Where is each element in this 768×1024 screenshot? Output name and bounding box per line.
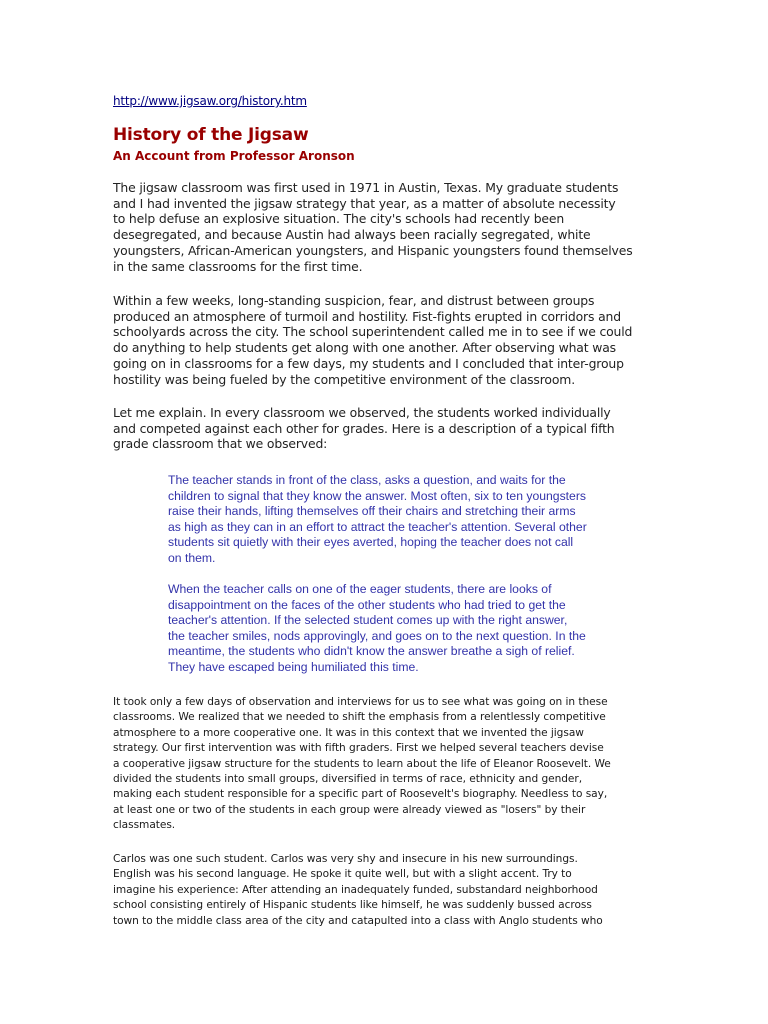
text-line: strategy. Our first intervention was with fifth graders. First we helped several teachers devise bbox=[113, 742, 604, 755]
text-line: making each student responsible for a specific part of Roosevelt's biography. Needless to say, bbox=[113, 788, 608, 801]
quote-line: meantime, the students who didn't know the answer breathe a sigh of relief. bbox=[168, 644, 575, 659]
quote-line: disappointment on the faces of the other students who had tried to get the bbox=[168, 597, 566, 612]
text-line: classmates. bbox=[113, 819, 176, 832]
text-line: Carlos was one such student. Carlos was very shy and insecure in his new surroundings. bbox=[113, 853, 578, 865]
text-line: and competed against each other for grades. Here is a description of a typical fifth bbox=[113, 420, 615, 436]
page-subtitle: An Account from Professor Aronson bbox=[113, 149, 355, 163]
quote-line: teacher's attention. If the selected student comes up with the right answer, bbox=[168, 613, 568, 628]
text-line: in the same classrooms for the first time. bbox=[113, 258, 363, 274]
text-line: town to the middle class area of the city and catapulted into a class with Anglo students who bbox=[113, 914, 603, 927]
quote-line: When the teacher calls on one of the eager students, there are looks of bbox=[168, 582, 552, 596]
text-line: grade classroom that we observed: bbox=[113, 436, 328, 452]
text-line: classrooms. We realized that we needed to shift the emphasis from a relentlessly competitive bbox=[113, 711, 606, 724]
text-line: divided the students into small groups, diversified in terms of race, ethnicity and gender, bbox=[113, 773, 583, 786]
turmoil-paragraph bbox=[113, 293, 673, 387]
quote-line: They have escaped being humiliated this time. bbox=[168, 659, 419, 674]
text-line: hostility was being fueled by the competitive environment of the classroom. bbox=[113, 371, 575, 387]
text-line: produced an atmosphere of turmoil and hostility. Fist-fights erupted in corridors and bbox=[113, 308, 621, 324]
text-line: at least one or two of the students in each group were already viewed as "losers" by their bbox=[113, 803, 586, 816]
text-line: youngsters, African-American youngsters, and Hispanic youngsters found themselves bbox=[113, 242, 633, 258]
quote-line: raise their hands, lifting themselves off their chairs and stretching their arms bbox=[168, 504, 576, 519]
text-line: English was his second language. He spoke it quite well, but with a slight accent. Try to bbox=[113, 868, 572, 881]
blockquote-paragraph bbox=[168, 473, 608, 567]
quote-line: children to signal that they know the answer. Most often, six to ten youngsters bbox=[168, 488, 586, 503]
blockquote-paragraph bbox=[168, 582, 608, 676]
quote-line: students sit quietly with their eyes averted, hoping the teacher does not call bbox=[168, 535, 574, 550]
intro-paragraph bbox=[113, 180, 673, 274]
text-line: It took only a few days of observation and interviews for us to see what was going on in these bbox=[113, 696, 608, 708]
text-line: The jigsaw classroom was first used in 1971 in Austin, Texas. My graduate students bbox=[113, 180, 619, 195]
quote-line: on them. bbox=[168, 550, 216, 565]
explain-paragraph bbox=[113, 405, 673, 452]
text-line: Within a few weeks, long-standing suspicion, fear, and distrust between groups bbox=[113, 293, 595, 308]
intervention-paragraph bbox=[113, 695, 658, 834]
text-line: schoolyards across the city. The school superintendent called me in to see if we could bbox=[113, 324, 633, 340]
quote-line: The teacher stands in front of the class, asks a question, and waits for the bbox=[168, 473, 566, 487]
text-line: desegregated, and because Austin had always been racially segregated, white bbox=[113, 227, 591, 243]
quote-line: the teacher smiles, nods approvingly, and goes on to the next question. In the bbox=[168, 628, 586, 643]
text-line: do anything to help students get along with one another. After observing what was bbox=[113, 340, 616, 356]
carlos-paragraph bbox=[113, 852, 658, 929]
text-line: to help defuse an explosive situation. The city's schools had recently been bbox=[113, 211, 565, 227]
text-line: and I had invented the jigsaw strategy that year, as a matter of absolute necessity bbox=[113, 195, 616, 211]
quote-line: as high as they can in an effort to attract the teacher's attention. Several other bbox=[168, 519, 587, 534]
text-line: imagine his experience: After attending an inadequately funded, substandard neighborhood bbox=[113, 883, 598, 896]
text-line: Let me explain. In every classroom we observed, the students worked individually bbox=[113, 405, 611, 420]
text-line: going on in classrooms for a few days, my students and I concluded that inter-group bbox=[113, 355, 624, 371]
text-line: atmosphere to a more cooperative one. It was in this context that we invented the jigsaw bbox=[113, 726, 584, 739]
page-title: History of the Jigsaw bbox=[113, 125, 309, 145]
text-line: a cooperative jigsaw structure for the students to learn about the life of Eleanor Roosevelt. We bbox=[113, 757, 611, 770]
text-line: school consisting entirely of Hispanic students like himself, he was suddenly bussed across bbox=[113, 899, 592, 912]
source-url-link[interactable]: http://www.jigsaw.org/history.htm bbox=[113, 94, 307, 108]
